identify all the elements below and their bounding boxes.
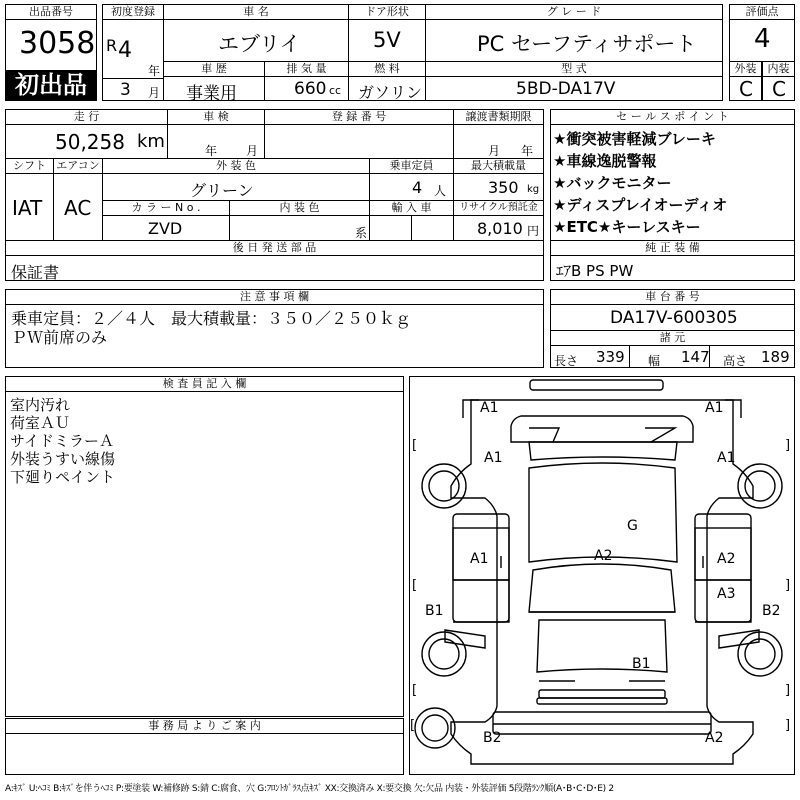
exterior-score-label: 外装 [729, 61, 762, 77]
bracket-mark: ] [785, 683, 791, 698]
legend: A:ｷｽﾞ U:ﾍｺﾐ B:ｷｽﾞを伴うﾍｺﾐ P:要塗装 W:補修跡 S:錆 C:腐食、穴 G:ﾌﾛﾝﾄｶﾞﾗｽ点ｷｽﾞ XX:交換済み X:要交換 欠:欠品 内装・外装評価 5段階ﾗﾝｸ順(A･B･C･D･E) 2 [5, 784, 614, 794]
chassis-value: DA17V-600305 [610, 308, 738, 328]
plate-label: 登 録 番 号 [264, 109, 454, 125]
recycle-value: 8,010 [477, 219, 523, 238]
spec-height: 189 [761, 348, 790, 366]
lot-number-value: 3058 [19, 26, 96, 61]
capacity-label: 乗車定員 [369, 158, 454, 174]
int-color-series: 系 [355, 226, 368, 240]
max-load-value: 350 [488, 178, 519, 197]
lot-number-box [5, 4, 97, 101]
capacity-value: 4 [412, 178, 423, 197]
car-damage-diagram [409, 376, 795, 775]
specs-label: 諸 元 [550, 330, 795, 346]
sales-point-item: ★ETC★キーレスキー [553, 218, 701, 236]
damage-mark: A2 [705, 730, 724, 746]
aircon-value: AC [64, 196, 92, 220]
door-value: 5V [373, 28, 401, 52]
color-no-value: ZVD [148, 219, 183, 238]
first-listing-badge: 初出品 [5, 70, 97, 101]
aircon-label: エアコン [53, 158, 103, 174]
car-name-label: 車 名 [163, 4, 349, 20]
bracket-mark: [ [412, 438, 418, 453]
lot-number-label: 出品番号 [5, 4, 97, 20]
grade-label: グ レ ー ド [425, 4, 723, 20]
bracket-mark: [ [412, 578, 418, 593]
recycle-label: リサイクル預託金 [453, 200, 544, 216]
caution-label: 注 意 事 項 欄 [5, 289, 544, 305]
damage-mark: B1 [425, 603, 444, 619]
bracket-mark: [ [412, 683, 418, 698]
later-parts-label: 後 日 発 送 部 品 [5, 240, 544, 256]
capacity-unit: 人 [434, 184, 447, 198]
first-reg-year: 4 [118, 38, 132, 63]
inspector-line: 外装うすい線傷 [10, 450, 116, 468]
sales-point-item: ★ディスプレイオーディオ [553, 196, 728, 214]
later-parts-value: 保証書 [11, 263, 60, 282]
shift-label: シフト [5, 158, 54, 174]
bracket-mark: ] [785, 438, 791, 453]
month-unit: 月 [148, 86, 161, 100]
inspector-line: 荷室ＡＵ [10, 414, 71, 432]
exterior-score-value: C [739, 77, 753, 101]
mileage-label: 走 行 [5, 109, 168, 125]
year-unit: 年 [148, 64, 161, 78]
door-label: ドア形状 [348, 4, 426, 20]
inspector-label: 検 査 員 記 入 欄 [5, 376, 404, 392]
sales-points-label: セ ー ル ス ポ イ ン ト [550, 109, 795, 125]
mileage-value: 50,258 [55, 130, 125, 154]
bracket-mark: ] [785, 578, 791, 593]
car-name-value: エブリイ [218, 32, 301, 56]
first-reg-month: 3 [120, 80, 131, 100]
displacement-unit: cc [329, 84, 342, 97]
bracket-mark: [ [410, 718, 416, 733]
first-reg-era: R [106, 36, 118, 55]
ext-color-label: 外 装 色 [102, 158, 370, 174]
damage-mark: B2 [762, 603, 781, 619]
ext-color-value: グリーン [190, 181, 254, 200]
max-load-label: 最大積載量 [453, 158, 544, 174]
color-no-label: カ ラ ー N o . [102, 200, 230, 216]
model-code-value: 5BD-DA17V [516, 79, 616, 99]
max-load-unit: kg [527, 184, 540, 195]
standard-equipment-value: ｴｱB PS PW [556, 262, 634, 280]
sales-point-item: ★バックモニター [553, 174, 672, 192]
damage-mark: B1 [632, 656, 651, 672]
shift-value: IAT [12, 196, 43, 220]
sales-point-item: ★車線逸脱警報 [553, 152, 657, 170]
mileage-unit: km [137, 131, 165, 152]
model-code-label: 型 式 [425, 61, 723, 77]
damage-mark: A1 [480, 400, 499, 416]
damage-mark: A1 [484, 450, 503, 466]
grade-value: PC セーフティサポート [477, 32, 697, 56]
sales-point-item: ★衝突被害軽減ブレーキ [553, 130, 716, 148]
caution-line: ＰＷ前席のみ [11, 328, 108, 347]
displacement-label: 排 気 量 [264, 61, 349, 77]
inspection-label: 車 検 [167, 109, 265, 125]
interior-score-label: 内装 [762, 61, 795, 77]
inspector-line: 室内汚れ [10, 396, 71, 414]
recycle-unit: 円 [527, 224, 540, 238]
fuel-value: ガソリン [358, 83, 423, 102]
interior-score-value: C [772, 77, 786, 101]
spec-width: 147 [681, 348, 710, 366]
damage-mark: B2 [483, 730, 502, 746]
standard-equipment-label: 純 正 装 備 [550, 240, 795, 256]
int-color-label: 内 装 色 [229, 200, 370, 216]
damage-mark: A2 [717, 551, 736, 567]
caution-line: 乗車定員：２／４人 最大積載量：３５０／２５０ｋｇ [11, 309, 412, 328]
damage-mark: G [627, 518, 638, 534]
fuel-label: 燃 料 [348, 61, 426, 77]
history-label: 車 歴 [163, 61, 265, 77]
score-label: 評価点 [729, 4, 795, 20]
inspector-line: サイドミラーＡ [10, 432, 114, 450]
bracket-mark: ] [785, 718, 791, 733]
import-label: 輸 入 車 [369, 200, 454, 216]
damage-mark: A3 [717, 586, 736, 602]
office-notice-label: 事 務 局 よ り ご 案 内 [5, 718, 404, 734]
history-value: 事業用 [186, 84, 237, 104]
score-value: 4 [754, 24, 771, 54]
inspector-line: 下廻りペイント [10, 468, 116, 486]
damage-mark: A2 [594, 548, 613, 564]
damage-mark: A1 [705, 400, 724, 416]
office-notice-box [5, 733, 404, 775]
damage-mark: A1 [717, 450, 736, 466]
first-reg-label: 初度登録 [102, 4, 164, 20]
spec-length: 339 [596, 348, 625, 366]
transfer-label: 譲渡書類期限 [453, 109, 544, 125]
damage-mark: A1 [470, 551, 489, 567]
chassis-label: 車 台 番 号 [550, 289, 795, 305]
displacement-value: 660 [294, 79, 327, 99]
